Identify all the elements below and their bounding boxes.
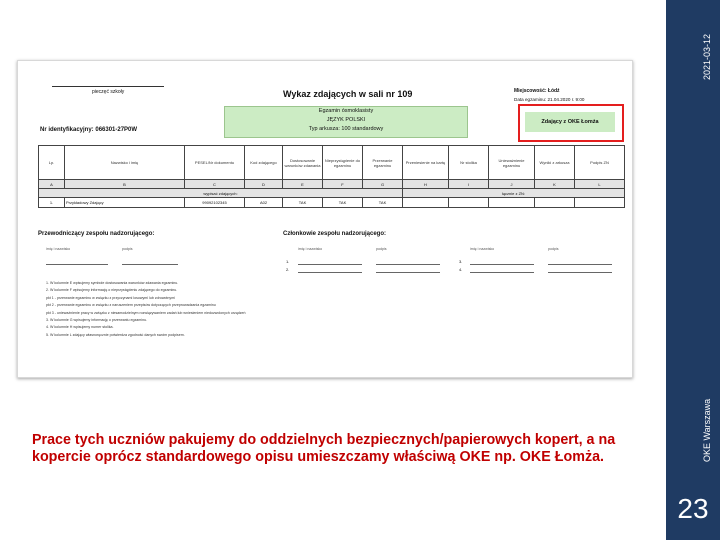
table-header: Nazwisko i imię	[65, 146, 185, 180]
footnote: pkt 1 - przerwanie egzaminu w związku z przyczynami losowymi lub zdrowotnymi	[46, 295, 176, 300]
sign-label: imię i nazwisko	[470, 247, 495, 251]
column-letter: C	[185, 180, 245, 189]
exam-line: Typ arkusza: 100 standardowy	[308, 126, 384, 132]
table-cell	[449, 198, 489, 208]
table-cell	[489, 198, 535, 208]
table-cell: 99092102345	[185, 198, 245, 208]
table-cell	[575, 198, 625, 208]
location-label: Miejscowość: Łódź	[514, 88, 560, 94]
signature-line	[548, 272, 612, 273]
table-header: Kod zdającego	[245, 146, 283, 180]
table-cell: Przykładowy Zdający	[65, 198, 185, 208]
member-number: 2.	[286, 267, 290, 272]
sign-label: podpis	[122, 247, 133, 251]
stamp-label: pieczęć szkoły	[92, 89, 125, 95]
table-cell	[403, 198, 449, 208]
signature-line	[376, 264, 440, 265]
signature-line	[298, 264, 362, 265]
members-label: Członkowie zespołu nadzorującego:	[283, 231, 387, 237]
column-letter: B	[65, 180, 185, 189]
column-letter: J	[489, 180, 535, 189]
footnote: 3. W kolumnie G wpisujemy informację o przerwaniu egzaminu.	[46, 318, 148, 323]
footnote: 2. W kolumnie F wpisujemy informację o nieprzystąpieniu zdającego do egzaminu.	[46, 288, 178, 293]
organization-label: OKE Warszawa	[702, 398, 712, 462]
table-cell: A02	[245, 198, 283, 208]
students-table	[38, 145, 625, 208]
member-number: 1.	[286, 259, 290, 264]
table-header: PESEL/Nr dokumentu	[185, 146, 245, 180]
table-header-row	[39, 146, 625, 180]
document-title: Wykaz zdających w sali nr 109	[283, 89, 413, 99]
sign-label: imię i nazwisko	[46, 247, 71, 251]
oke-highlight-box	[518, 104, 624, 142]
document-screenshot	[17, 60, 633, 378]
chair-label: Przewodniczący zespołu nadzorującego:	[38, 231, 155, 237]
table-cell: TAK	[363, 198, 403, 208]
signature-line	[470, 272, 534, 273]
table-cell: TAK	[283, 198, 323, 208]
signature-line	[298, 272, 362, 273]
exam-line: Egzamin ósmoklasisty	[318, 108, 374, 114]
column-letter: D	[245, 180, 283, 189]
column-letter: I	[449, 180, 489, 189]
signature-line	[470, 264, 534, 265]
sign-label: imię i nazwisko	[298, 247, 323, 251]
table-cell: TAK	[323, 198, 363, 208]
summary-right: łącznie z ZN:	[403, 189, 625, 198]
signature-line	[548, 264, 612, 265]
table-header: Przerwanie egzaminu	[363, 146, 403, 180]
column-letter: K	[535, 180, 575, 189]
table-cell: 1.	[39, 198, 65, 208]
table-cell	[535, 198, 575, 208]
stamp-line	[52, 86, 164, 87]
footnote: 4. W kolumnie H wpisujemy numer stolika.	[46, 325, 114, 330]
slide-date: 2021-03-12	[702, 33, 712, 80]
table-header: Lp.	[39, 146, 65, 180]
summary-left: wypisać zdających:	[39, 189, 403, 198]
signature-line	[46, 264, 108, 265]
table-header: Wyniki z arkusza	[535, 146, 575, 180]
table-header: Unieważnienie egzaminu	[489, 146, 535, 180]
column-letter: E	[283, 180, 323, 189]
table-summary-row	[39, 189, 625, 198]
id-number: Nr identyfikacyjny: 066301-27P0W	[40, 127, 138, 133]
column-letter: F	[323, 180, 363, 189]
footnote: pkt 2 - przerwanie egzaminu w związku z naruszeniem przepisów dotyczących przeprowadzania egzaminu	[46, 303, 216, 308]
member-number: 3.	[459, 259, 463, 264]
page-number: 23	[677, 493, 709, 524]
footnote: 5. W kolumnie L zdający własnoręcznie potwierdza zgodność danych swoim podpisem.	[46, 332, 185, 337]
column-letter: L	[575, 180, 625, 189]
table-header: Nr stolika	[449, 146, 489, 180]
footnote: 1. W kolumnie E wpisujemy symbole dostosowania warunków zdawania egzaminu.	[46, 281, 179, 285]
sign-label: podpis	[376, 247, 387, 251]
table-header: Dostosowanie warunków zdawania	[283, 146, 323, 180]
table-header: Przeniesienie na kartę	[403, 146, 449, 180]
exam-line: JĘZYK POLSKI	[326, 117, 366, 123]
table-header: Podpis ZN	[575, 146, 625, 180]
footnotes	[46, 280, 246, 339]
column-letter: A	[39, 180, 65, 189]
slide-caption: Prace tych uczniów pakujemy do oddzielnych bezpiecznych/papierowych kopert, a na kopercie oprócz standardowego opisu umieszczamy właściwą OKE np. OKE Łomża.	[32, 432, 616, 465]
table-row	[39, 198, 625, 208]
exam-date-label: Data egzaminu: 21.04.2020 r. 9:00	[514, 97, 585, 102]
column-letter: G	[363, 180, 403, 189]
sign-label: podpis	[548, 247, 559, 251]
signature-line	[376, 272, 440, 273]
exam-info-box	[224, 106, 468, 138]
oke-label: Zdający z OKE Łomża	[525, 112, 615, 132]
member-number: 4.	[459, 267, 463, 272]
signature-line	[122, 264, 178, 265]
footnote: pkt 3 - unieważnienie pracy w związku z niesamodzielnym rozwiązywaniem zadań lub wniesieniem niedozwolonych urządzeń	[46, 310, 246, 315]
table-letter-row	[39, 180, 625, 189]
column-letter: H	[403, 180, 449, 189]
table-header: Nieprzystąpienie do egzaminu	[323, 146, 363, 180]
